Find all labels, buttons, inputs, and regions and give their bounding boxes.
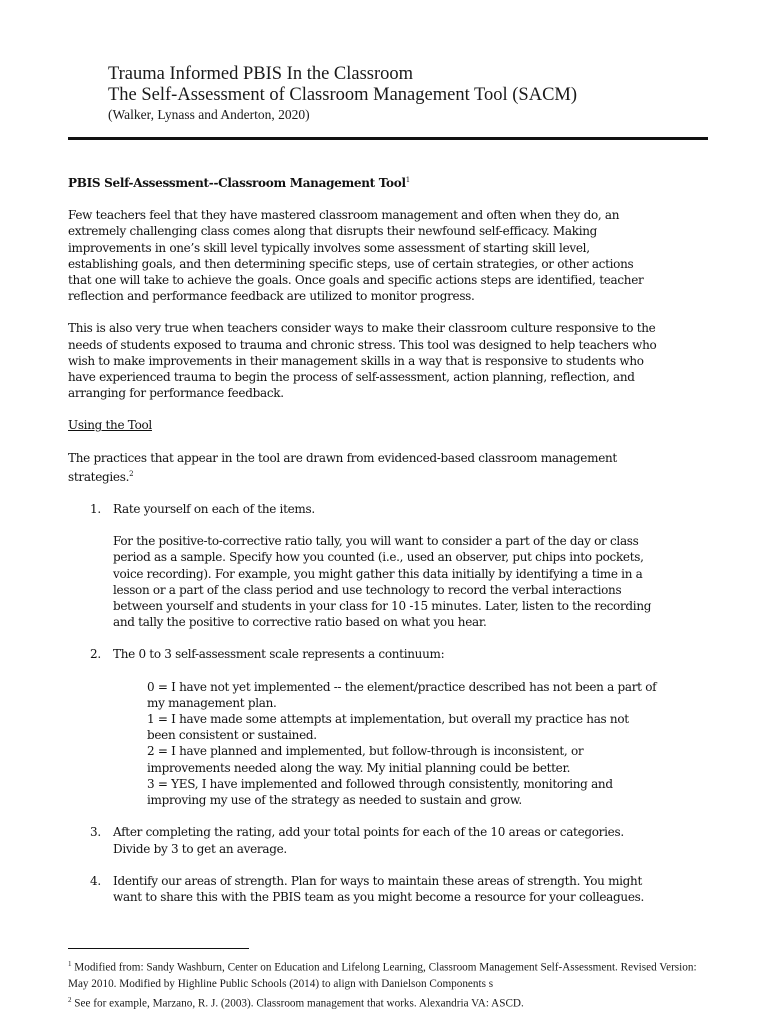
list-item-text: Rate yourself on each of the items. xyxy=(113,502,315,517)
header-divider xyxy=(68,137,708,140)
document-title-line2: The Self-Assessment of Classroom Management Tool (SACM) xyxy=(108,85,578,105)
intro-paragraph-1: Few teachers feel that they have mastered classroom management and often when they do, an extremely challenging class comes along that disrupts their newfound self-efficacy. Making improvements in one’s skill level typically involves some assessment of starting skill level, establishing goals, and then determining specific steps, use of certain strategies, or other actions that one will take to achieve the goals. Once goals and specific actions steps are identified, teacher reflection and performance feedback are utilized to monitor progress. xyxy=(68,208,644,304)
rating-scale xyxy=(113,679,658,809)
scale-level-1: 1 = I have made some attempts at implementation, but overall my practice has not been consistent or sustained. xyxy=(147,712,629,743)
instructions-list xyxy=(68,501,658,905)
list-item-number: 1. xyxy=(90,502,101,517)
footnote-divider xyxy=(68,948,249,949)
scale-level-0: 0 = I have not yet implemented -- the element/practice described has not been a part of my management plan. xyxy=(147,679,657,710)
list-item xyxy=(68,501,658,630)
list-item-text: The 0 to 3 self-assessment scale represents a continuum: xyxy=(113,647,445,662)
list-item-text: After completing the rating, add your total points for each of the 10 areas or categories. Divide by 3 to get an average. xyxy=(113,825,624,856)
footnote-1-marker: 1 xyxy=(68,960,72,968)
intro-paragraph-2: This is also very true when teachers consider ways to make their classroom culture responsive to the needs of students exposed to trauma and chronic stress. This tool was designed to help teachers who wish to make improvements in their management skills in a way that is responsive to students who have experienced trauma to begin the process of self-assessment, action planning, reflection, and arranging for performance feedback. xyxy=(68,321,657,401)
list-item xyxy=(68,646,658,808)
using-tool-heading: Using the Tool xyxy=(68,418,152,433)
footnote-marker-2[interactable]: 2 xyxy=(129,469,134,478)
footnote-2-marker: 2 xyxy=(68,996,72,1005)
footnote-2: $^2$ See for example, Marzano, R. J. (2003). Classroom management that works. Alexandria VA: ASCD. xyxy=(68,996,524,1011)
list-item-number: 2. xyxy=(90,647,101,662)
scale-level-2: 2 = I have planned and implemented, but follow-through is inconsistent, or improvements needed along the way. My initial planning could be better. xyxy=(147,744,584,775)
footnotes xyxy=(68,956,708,1012)
document-citation: (Walker, Lynass and Anderton, 2020) xyxy=(108,107,310,122)
footnote-1: $^1$ Modified from: Sandy Washburn, Center on Education and Lifelong Learning, Classroom Management Self-Assessment. Revised Version: May 2010. Modified by Highline Public Schools (2014) to align with Danielson Components s xyxy=(68,960,697,991)
scale-level-3: 3 = YES, I have implemented and followed through consistently, monitoring and improving my use of the strategy as needed to sustain and grow. xyxy=(147,776,613,808)
using-tool-intro: The practices that appear in the tool are drawn from evidenced-based classroom management strategies.$^2$ xyxy=(68,450,617,484)
list-item xyxy=(68,873,658,905)
list-item-text: Identify our areas of strength. Plan for ways to maintain these areas of strength. You might want to share this with the PBIS team as you might become a resource for your colleagues. xyxy=(113,873,645,904)
section-title: PBIS Self-Assessment--Classroom Management Tool$^1$ xyxy=(68,176,410,190)
document-header xyxy=(108,64,708,124)
document-body xyxy=(68,172,658,921)
list-item-subparagraph: For the positive-to-corrective ratio tally, you will want to consider a part of the day or class period as a sample. Specify how you counted (i.e., used an observer, put chips into pockets, voice recording). For example, you might gather this data initially by identifying a time in a lesson or a part of the class period and use technology to record the verbal interactions between yourself and students in your class for 10 -15 minutes. Later, listen to the recording and tally the positive to corrective ratio based on what you hear. xyxy=(113,534,652,630)
footnote-marker-1[interactable]: 1 xyxy=(405,176,410,184)
list-item-number: 4. xyxy=(90,873,101,888)
document-title-line1: Trauma Informed PBIS In the Classroom xyxy=(108,64,414,84)
list-item xyxy=(68,824,658,856)
list-item-number: 3. xyxy=(90,825,101,840)
